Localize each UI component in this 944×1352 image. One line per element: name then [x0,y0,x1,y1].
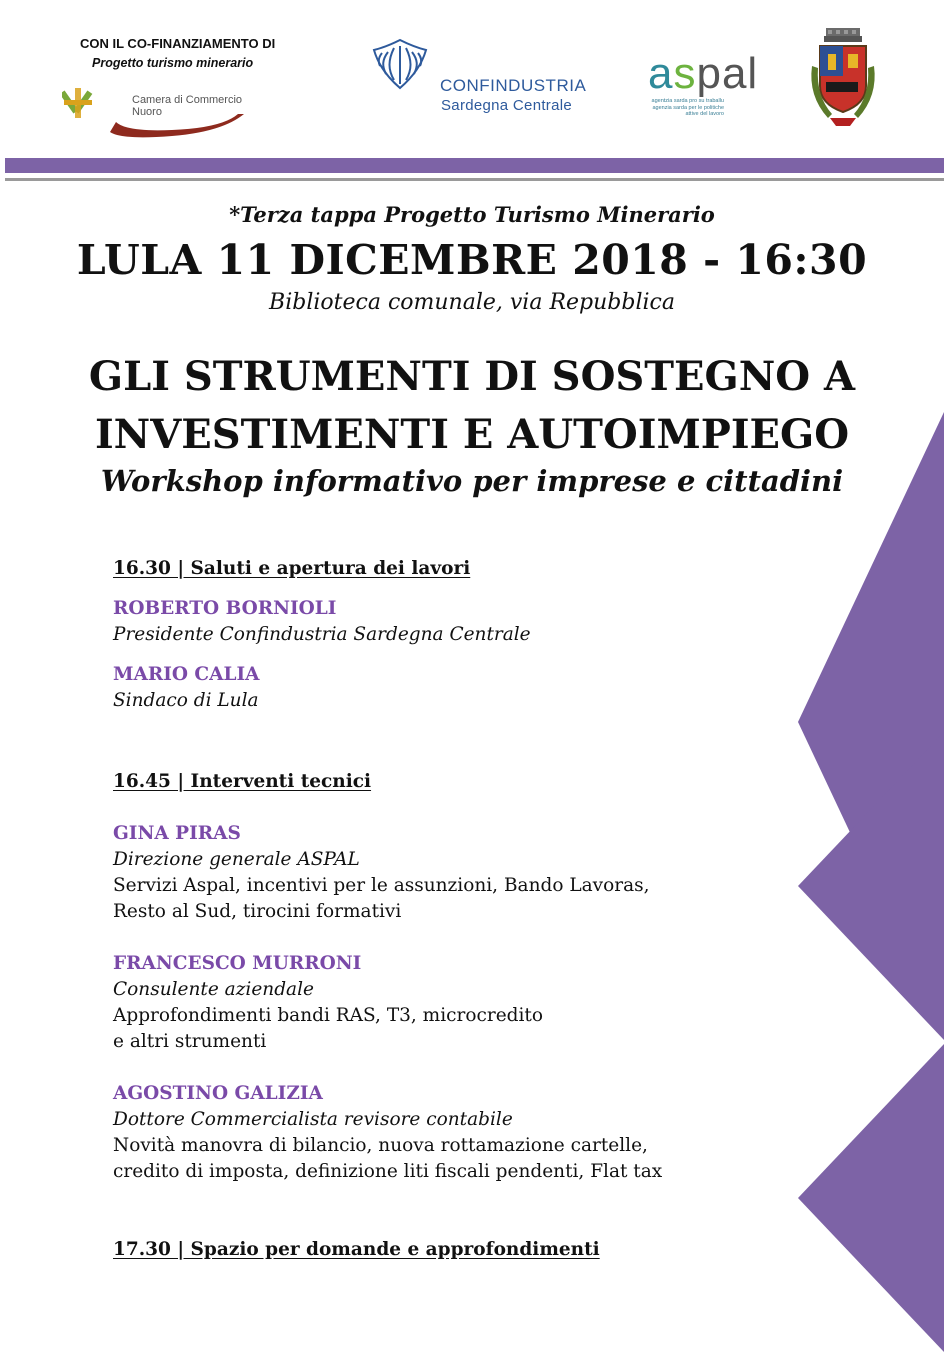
event-title: GLI STRUMENTI DI SOSTEGNO A INVESTIMENTI E AUTOIMPIEGO [88,353,856,458]
talk-topic: e altri strumenti [113,1031,267,1052]
event-date-time: LULA 11 DICEMBRE 2018 - 16:30 [76,236,868,284]
speaker-role: Consulente aziendale [113,979,314,1000]
cofinancing-label: CON IL CO-FINANZIAMENTO DI [80,36,276,51]
speaker-name: ROBERTO BORNIOLI [113,598,337,619]
talk-topic: Novità manovra di bilancio, nuova rottamazione cartelle, [113,1135,648,1156]
speaker-name: FRANCESCO MURRONI [113,953,362,974]
decorative-triangle [798,1044,944,1352]
talk-topic: credito di imposta, definizione liti fiscali pendenti, Flat tax [113,1161,663,1182]
confindustria-eagle-icon [368,34,432,100]
aspal-logo: aspal [648,49,759,98]
confindustria-name: CONFINDUSTRIA [440,76,587,95]
speaker-role: Dottore Commercialista revisore contabile [113,1109,513,1130]
speaker-name: AGOSTINO GALIZIA [113,1083,323,1104]
speaker-name: MARIO CALIA [113,664,260,685]
agenda-section-heading: 16.45 | Interventi tecnici [113,771,372,792]
agenda-section-heading: 16.30 | Saluti e apertura dei lavori [113,558,471,579]
event-subtitle: Workshop informativo per imprese e cittadini [100,464,844,498]
talk-topic: Approfondimenti bandi RAS, T3, microcredito [113,1005,543,1026]
speaker-role: Presidente Confindustria Sardegna Centrale [113,624,531,645]
chamber-of-commerce-name: Camera di Commercio Nuoro [132,94,243,118]
header-divider-line [5,178,944,181]
agenda-section-heading: 17.30 | Spazio per domande e approfondimenti [113,1239,600,1260]
agenda [113,556,793,1263]
header-divider-bar [5,158,944,173]
talk-topic: Servizi Aspal, incentivi per le assunzioni, Bando Lavoras, [113,875,650,896]
speaker-name: GINA PIRAS [113,823,241,844]
lula-coat-of-arms-icon [804,26,882,134]
confindustria-region: Sardegna Centrale [441,97,573,114]
talk-topic: Resto al Sud, tirocini formativi [113,901,402,922]
aspal-tagline: agentzia sarda pro su traballu agenzia sarda per le politiche attive del lavoro [651,98,724,117]
cofinancing-project: Progetto turismo minerario [92,56,254,70]
event-venue: Biblioteca comunale, via Repubblica [269,290,675,315]
speaker-role: Direzione generale ASPAL [113,849,360,870]
speaker-role: Sindaco di Lula [113,690,259,711]
event-stage: *Terza tappa Progetto Turismo Minerario [229,202,715,227]
decorative-triangle [798,732,944,1040]
